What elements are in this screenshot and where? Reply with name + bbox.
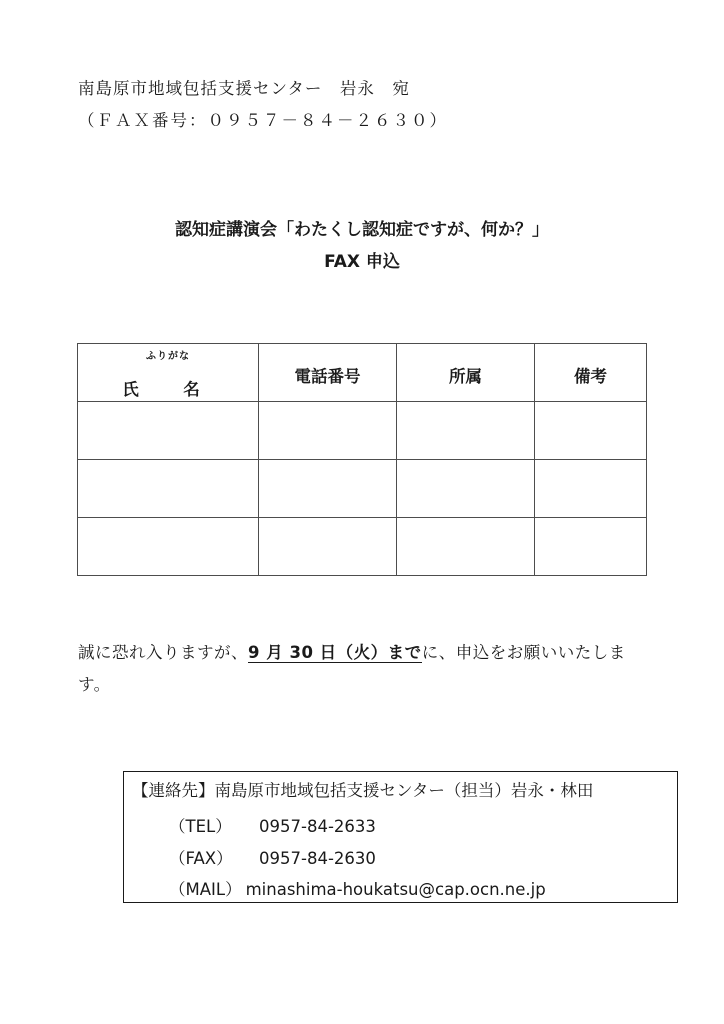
- header-affiliation-label: 所属: [449, 367, 482, 386]
- header-name-label: 氏 名: [122, 380, 214, 399]
- application-table: [77, 343, 647, 576]
- name-cell[interactable]: [78, 460, 259, 518]
- contact-box: [123, 771, 678, 903]
- contact-fax: [169, 845, 376, 869]
- header-affiliation: [397, 344, 535, 402]
- recipient-fax-number: （ＦＡＸ番号：０９５７－８４－２６３０）: [78, 111, 448, 130]
- message-prefix: 誠に恐れ入りますが、: [78, 643, 248, 662]
- request-message: [78, 637, 658, 701]
- phone-cell[interactable]: [259, 460, 397, 518]
- header-phone-label: 電話番号: [294, 367, 361, 386]
- affiliation-cell[interactable]: [397, 518, 535, 576]
- message-suffix: に、申込をお願いいたします。: [78, 643, 626, 694]
- header-remarks: [535, 344, 647, 402]
- name-cell[interactable]: [78, 518, 259, 576]
- tel-number: 0957-84-2633: [259, 817, 376, 836]
- table-header-row: [78, 344, 647, 402]
- contact-mail: [169, 876, 546, 900]
- header-name: [78, 344, 259, 402]
- table-row: [78, 460, 647, 518]
- table-row: [78, 402, 647, 460]
- remarks-cell[interactable]: [535, 460, 647, 518]
- table-row: [78, 518, 647, 576]
- name-cell[interactable]: [78, 402, 259, 460]
- affiliation-cell[interactable]: [397, 402, 535, 460]
- deadline: 9 月 30 日（火）まで: [248, 643, 422, 662]
- recipient-line: 南島原市地域包括支援センター 岩永 宛: [78, 79, 410, 98]
- fax-label: （FAX）: [169, 849, 233, 868]
- form-subtitle: FAX 申込: [324, 252, 400, 272]
- remarks-cell[interactable]: [535, 402, 647, 460]
- mail-label: （MAIL）: [169, 880, 242, 899]
- remarks-cell[interactable]: [535, 518, 647, 576]
- header-phone: [259, 344, 397, 402]
- phone-cell[interactable]: [259, 402, 397, 460]
- fax-number: 0957-84-2630: [259, 849, 376, 868]
- tel-label: （TEL）: [169, 817, 232, 836]
- header-remarks-label: 備考: [574, 367, 607, 386]
- contact-tel: [169, 813, 376, 837]
- phone-cell[interactable]: [259, 518, 397, 576]
- contact-title: 【連絡先】南島原市地域包括支援センター（担当）岩永・林田: [132, 781, 594, 800]
- mail-address[interactable]: minashima-houkatsu@cap.ocn.ne.jp: [245, 880, 546, 899]
- header-furigana: ふりがな: [146, 351, 190, 362]
- affiliation-cell[interactable]: [397, 460, 535, 518]
- event-title: 認知症講演会「わたくし認知症ですが、何か？」: [175, 220, 549, 240]
